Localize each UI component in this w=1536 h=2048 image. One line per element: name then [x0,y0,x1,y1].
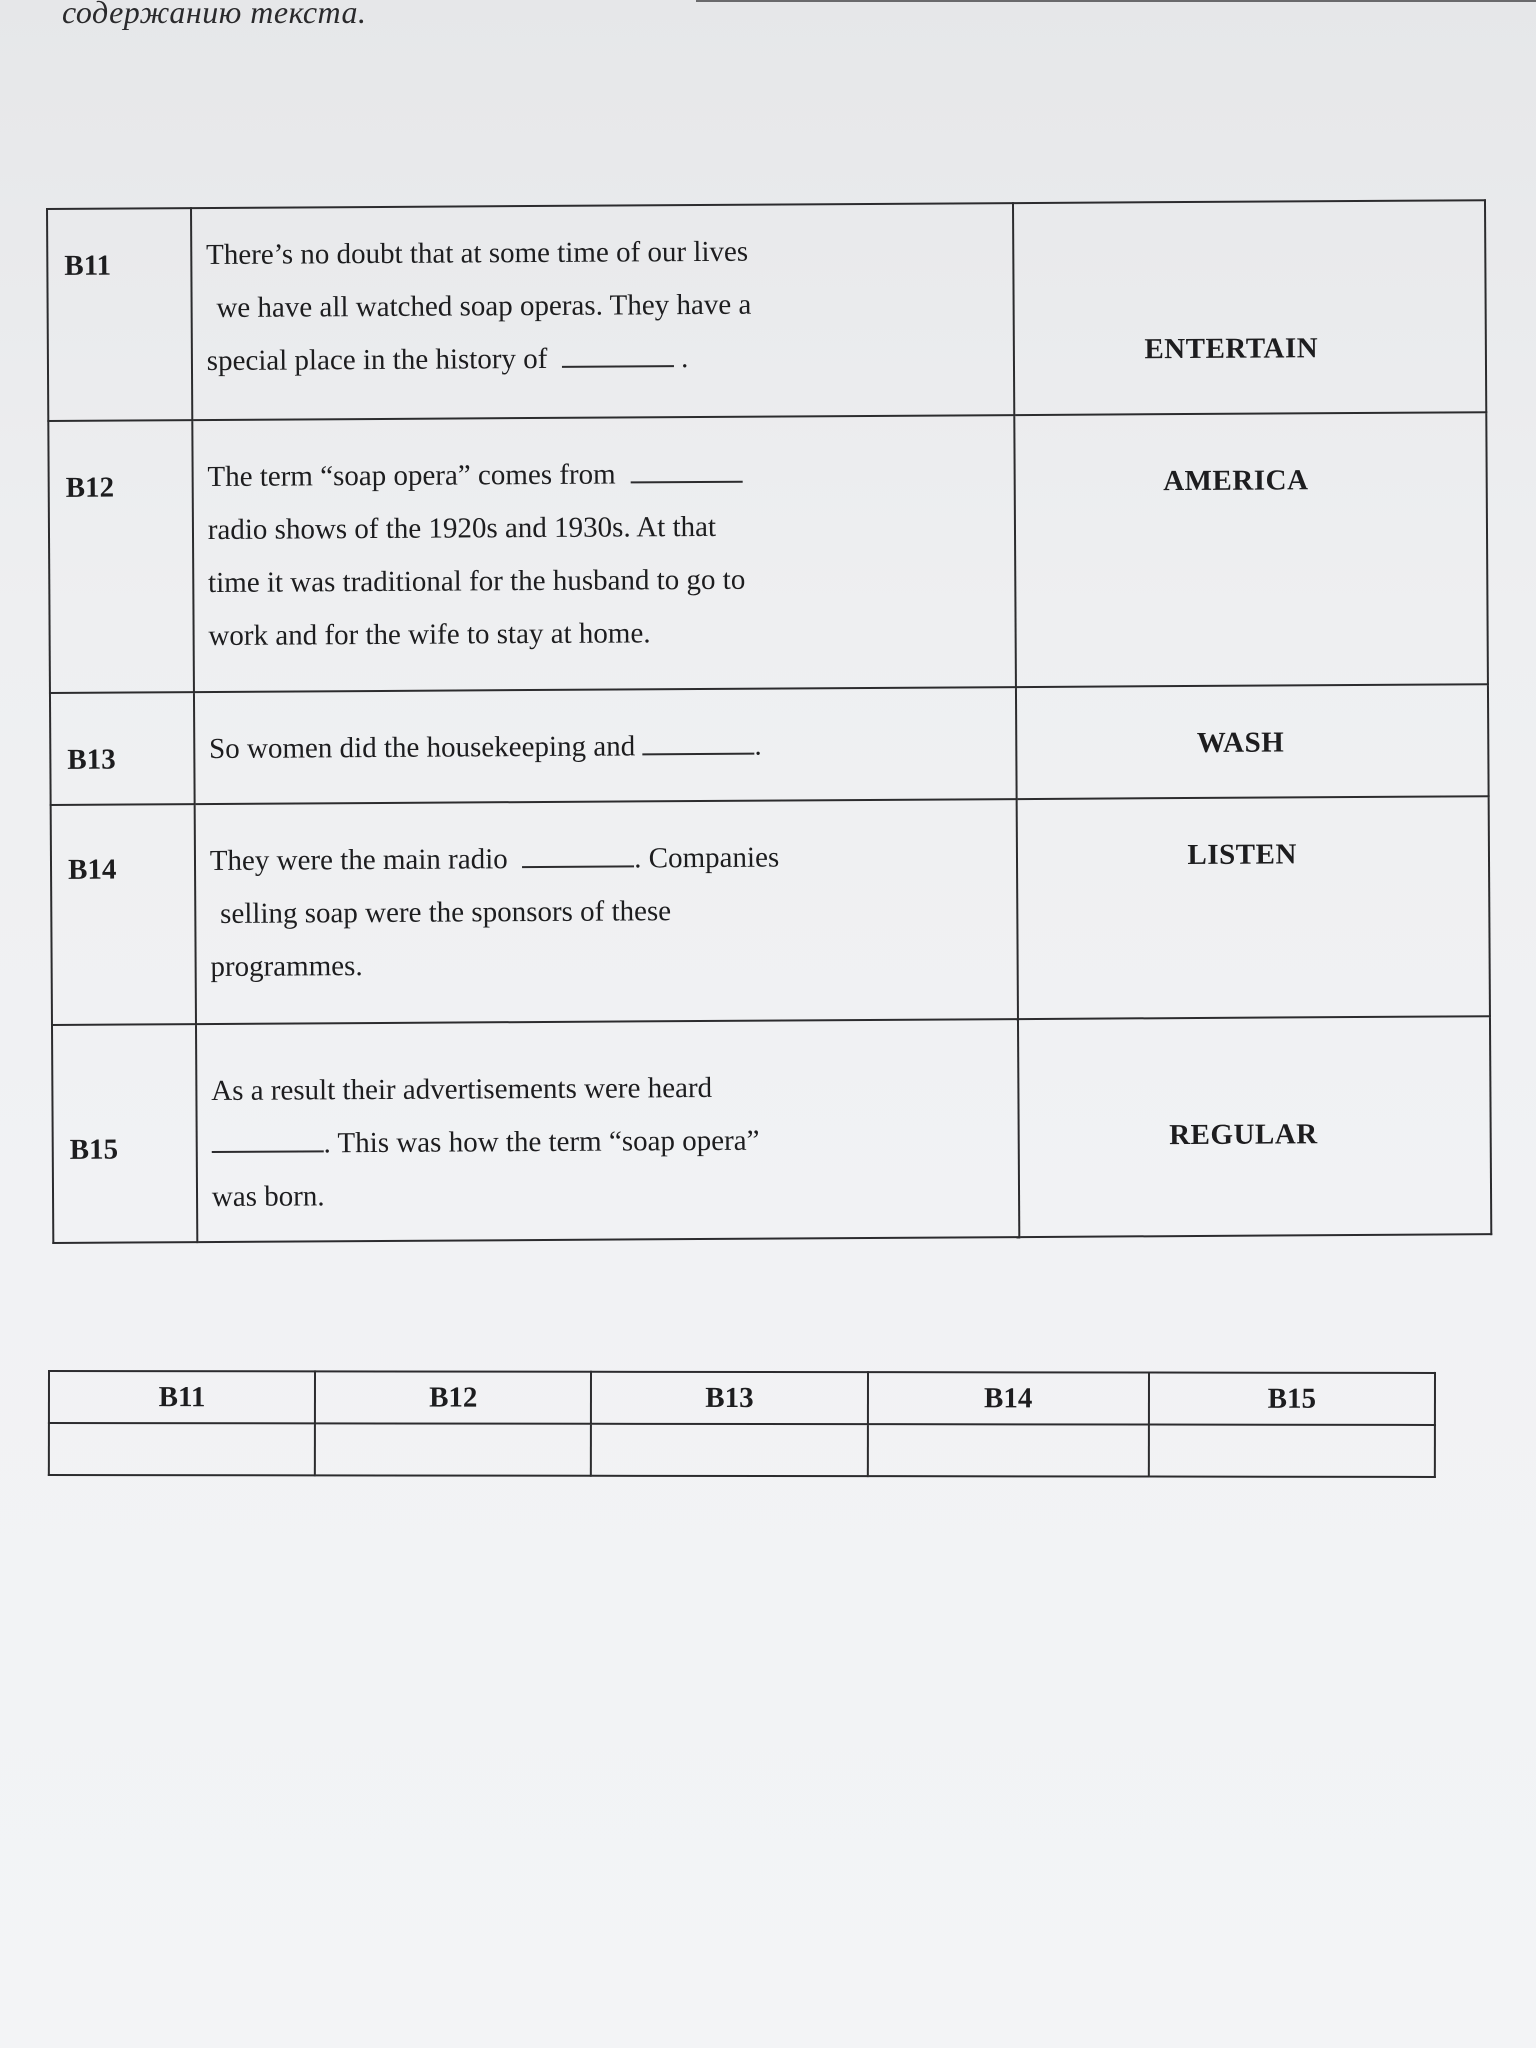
answer-header-b11: B11 [49,1371,315,1423]
answer-blank[interactable] [642,731,754,756]
task-text-cell [194,799,1017,1024]
task-line: radio shows of the 1920s and 1930s. At that [207,510,717,547]
task-row-b11 [47,200,1486,421]
task-text [197,1020,1018,1224]
task-line [209,718,1015,776]
task-line [207,330,1013,388]
task-line-text: The term “soap opera” comes from [207,458,616,494]
task-code: B14 [67,853,117,886]
answer-blank[interactable] [522,843,634,868]
answer-header-b12: B12 [315,1371,591,1423]
task-code-cell [50,692,194,805]
task-word-cell [1014,412,1488,687]
task-code-cell [51,804,196,1025]
task-line: we have all watched soap operas. They have a [216,288,752,324]
task-text [193,416,1014,663]
task-code: B11 [64,249,112,282]
answer-header-b14: B14 [868,1372,1149,1424]
answer-grid-row [49,1423,1435,1477]
task-code-cell [47,208,192,421]
task-text-cell [194,687,1016,804]
task-table [46,199,1492,1244]
task-word: AMERICA [1163,464,1309,498]
task-line-text: They were the main radio [209,843,508,878]
answer-blank[interactable] [211,1128,323,1153]
task-text [195,800,1016,994]
task-code-cell [48,420,193,693]
task-line [211,1113,1017,1171]
answer-cell-b12[interactable] [315,1423,591,1475]
task-line-text: So women did the housekeeping and [209,730,636,766]
blank-punctuation: . [754,729,762,762]
task-code: B13 [67,743,116,776]
task-row-b14 [51,796,1490,1025]
task-word-cell [1016,796,1490,1019]
task-line: There’s no doubt that at some time of our lives [205,235,749,272]
answer-cell-b15[interactable] [1149,1425,1435,1477]
task-line: As a result their advertisements were heard [211,1071,713,1108]
answer-cell-b13[interactable] [591,1424,867,1476]
task-line: time it was traditional for the husband to go to [207,563,746,600]
task-row-b13 [50,684,1489,805]
paper-edge [696,0,1536,2]
task-word-cell [1017,1016,1491,1237]
task-word: WASH [1196,726,1285,759]
task-text [192,204,1013,388]
task-text-cell [196,1019,1019,1242]
answer-grid-header [49,1371,1435,1425]
task-line [207,446,1013,504]
task-line-text: special place in the history of [206,342,548,378]
answer-blank[interactable] [562,343,674,368]
task-code-cell [52,1024,197,1243]
task-line-text: . This was how the term “soap opera” [323,1124,760,1160]
task-word-cell [1015,684,1488,799]
task-line: programmes. [210,950,363,984]
blank-punctuation: . [681,342,689,375]
task-word: REGULAR [1169,1118,1318,1152]
task-line [210,830,1016,888]
answer-cell-b11[interactable] [49,1423,315,1475]
task-line: was born. [211,1180,325,1214]
answer-header-b15: B15 [1149,1373,1435,1425]
task-word-cell [1012,200,1486,415]
task-code: B15 [69,1133,119,1166]
task-text-cell [191,203,1014,420]
task-line: work and for the wife to stay at home. [208,617,651,653]
answer-blank[interactable] [630,459,742,484]
task-row-b12 [48,412,1488,693]
task-word: ENTERTAIN [1144,332,1319,366]
answer-header-b13: B13 [591,1372,867,1424]
task-text [195,688,1015,776]
task-text-cell [192,415,1015,692]
task-row-b15 [52,1016,1491,1243]
task-code: B12 [65,471,115,504]
task-word: LISTEN [1187,838,1297,872]
task-line-text: . Companies [634,841,780,875]
instruction-text: содержанию текста. [62,0,367,30]
task-line: selling soap were the sponsors of these [220,895,672,930]
answer-grid [48,1370,1436,1478]
answer-cell-b14[interactable] [867,1424,1148,1476]
